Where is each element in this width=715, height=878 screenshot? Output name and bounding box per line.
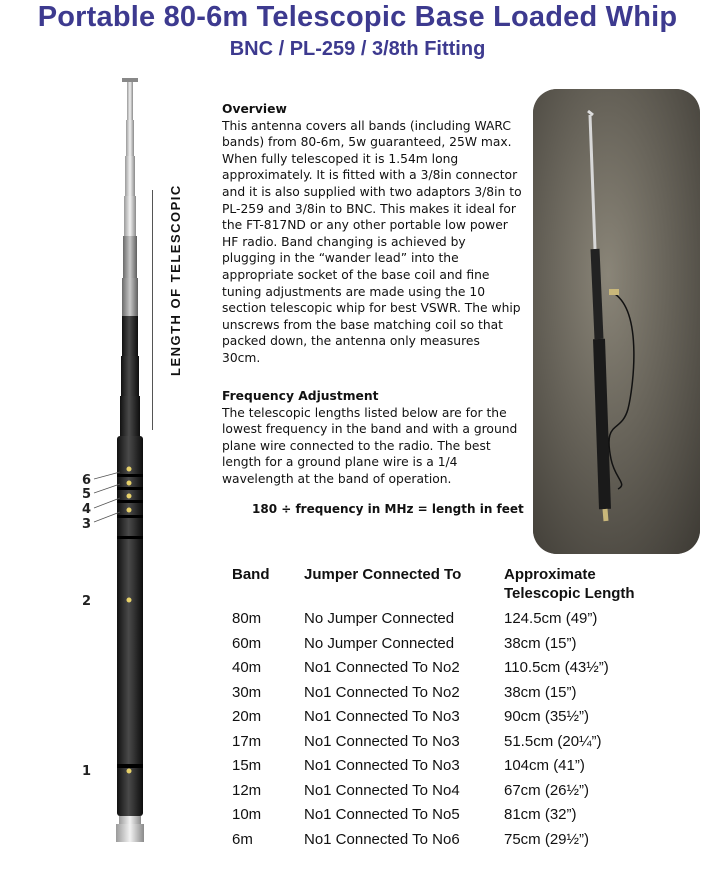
length-cell: 38cm (15”) [504, 683, 577, 701]
socket-leader-lines [94, 472, 120, 522]
header-band: Band [232, 566, 270, 583]
socket-number: 2 [82, 594, 92, 609]
band-cell: 12m [232, 781, 262, 799]
jumper-cell: No1 Connected To No3 [304, 708, 460, 725]
frequency-section [222, 388, 522, 488]
length-cell: 67cm (26½”) [504, 781, 590, 799]
antenna-photo [533, 89, 700, 554]
jumper-cell: No1 Connected To No3 [304, 757, 460, 774]
page-subtitle: BNC / PL-259 / 3/8th Fitting [229, 38, 486, 60]
length-cell: 124.5cm (49”) [504, 610, 598, 627]
band-cell: 17m [232, 732, 262, 750]
header-length-line1: Approximate [504, 566, 596, 583]
band-cell: 30m [232, 683, 262, 701]
header-length-line2: Telescopic Length [504, 585, 635, 602]
antenna-photo-image [533, 89, 700, 554]
jumper-cell: No1 Connected To No3 [304, 732, 460, 750]
telescopic-whip [120, 78, 140, 436]
base-coil [116, 436, 144, 842]
socket-number: 5 [82, 487, 92, 502]
band-cell: 10m [232, 806, 262, 823]
telescopic-length-label: LENGTH OF TELESCOPIC [168, 184, 183, 376]
band-cell: 60m [232, 634, 262, 652]
length-cell: 51.5cm (20¼”) [504, 732, 602, 750]
jumper-cell: No Jumper Connected [304, 634, 455, 652]
jumper-cell: No1 Connected To No6 [304, 830, 460, 848]
length-cell: 110.5cm (43½”) [504, 659, 609, 676]
frequency-text: The telescopic lengths listed below are for the lowest frequency in the band and with a ground plane wire connected to the radio. The best length for a ground plane wire is a 1/4 wavelength at the band of operation. [222, 405, 518, 486]
band-cell: 80m [232, 610, 262, 627]
jumper-cell: No Jumper Connected [304, 610, 455, 627]
length-cell: 38cm (15”) [504, 634, 577, 652]
socket-number: 6 [82, 473, 92, 488]
length-cell: 104cm (41”) [504, 757, 585, 774]
length-cell: 75cm (29½”) [504, 830, 590, 848]
socket-number: 4 [82, 502, 92, 517]
socket-number: 3 [82, 517, 92, 532]
length-cell: 90cm (35½”) [504, 708, 590, 725]
band-cell: 6m [232, 830, 253, 848]
frequency-heading: Frequency Adjustment [222, 389, 379, 403]
length-indicator-line [152, 190, 153, 430]
jumper-cell: No1 Connected To No5 [304, 806, 460, 823]
overview-section [222, 101, 522, 367]
overview-heading: Overview [222, 102, 287, 116]
overview-text: This antenna covers all bands (including WARC bands) from 80-6m, 5w guaranteed, 25W max. When fully telescoped it is 1.54m long approximately. It is fitted with a 3/8in connector and it is also supplied with two adaptors 3/8in to PL-259 and 3/8in to BNC. This makes it ideal for the FT-817ND or any other portable low power HF radio. Band changing is achieved by plugging in the “wander lead” into the appropriate socket of the base coil and fine tuning adjustments are made using the 10 section telescopic whip for best VSWR. The whip unscrews from the base matching coil so that packed down, the antenna only measures 30cm. [222, 118, 522, 365]
length-cell: 81cm (32”) [504, 806, 577, 823]
header-jumper: Jumper Connected To [304, 566, 462, 583]
jumper-cell: No1 Connected To No4 [304, 781, 460, 799]
jumper-cell: No1 Connected To No2 [304, 683, 460, 701]
band-cell: 15m [232, 757, 262, 774]
band-cell: 40m [232, 659, 262, 676]
socket-number: 1 [82, 764, 92, 779]
length-formula: 180 ÷ frequency in MHz = length in feet [252, 502, 524, 516]
page-title: Portable 80-6m Telescopic Base Loaded Whip [37, 1, 678, 33]
jumper-cell: No1 Connected To No2 [304, 659, 460, 676]
band-cell: 20m [232, 708, 262, 725]
